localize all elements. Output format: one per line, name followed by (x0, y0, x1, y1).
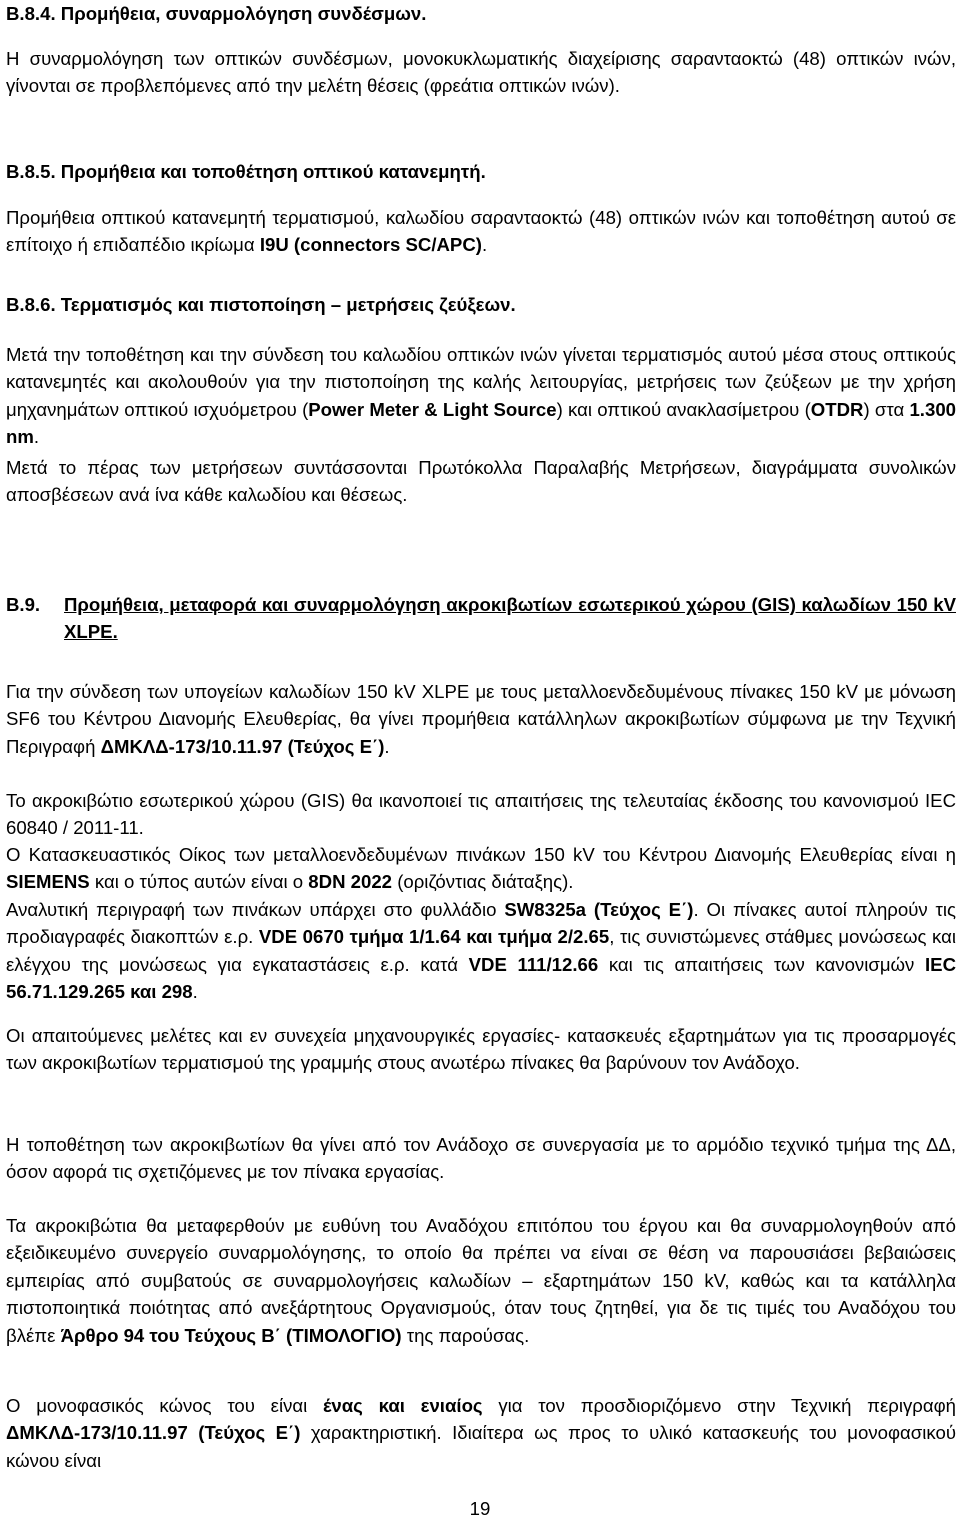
section-number-b9: B.9. (6, 594, 41, 615)
section-title-b9: Προμήθεια, μεταφορά και συναρμολόγηση ακροκιβωτίων εσωτερικού χώρου (GIS) καλωδίων 150 kV XLPE. (64, 594, 956, 643)
b9-paragraph-4: Αναλυτική περιγραφή των πινάκων υπάρχει στο φυλλάδιο SW8325a (Τεύχος Ε΄). Οι πίνακες αυτοί πληρούν τις προδιαγραφές διακοπτών ε.ρ. VDE 0670 τμήμα 1/1.64 και τμήμα 2/2.65, τις συνιστώμενες στάθμες μονώσεως και ελέγχου της μονώσεως για εγκαταστάσεις ε.ρ. κατά VDE 111/12.66 και τις απαιτήσεις των κανονισμών IEC 56.71.129.265 και 298. (6, 899, 956, 1003)
section-heading-b86: B.8.6. Τερματισμός και πιστοποίηση – μετρήσεις ζεύξεων. (6, 294, 516, 315)
page-number: 19 (469, 1498, 491, 1519)
section-body-b86-p1: Μετά την τοποθέτηση και την σύνδεση του καλωδίου οπτικών ινών γίνεται τερματισμός αυτού μέσα στους οπτικούς κατανεμητές και ακολουθούν για την πιστοποίηση της καλής λειτουργίας, μετρήσεις των ζεύξεων με την χρήση μηχανημάτων οπτικού ισχυόμετρου (Power Meter & Light Source) και οπτικού ανακλασίμετρου (OTDR) στα 1.300 nm. (6, 344, 956, 448)
section-body-b85: Προμήθεια οπτικού κατανεμητή τερματισμού, καλωδίου σαρανταοκτώ (48) οπτικών ινών και τοποθέτηση αυτού σε επίτοιχο ή επιδαπέδιο ικρίωμα I9U (connectors SC/APC). (6, 207, 956, 256)
b9-paragraph-2: Το ακροκιβώτιο εσωτερικού χώρου (GIS) θα ικανοποιεί τις απαιτήσεις της τελευταίας έκδοσης του κανονισμού IEC 60840 / 2011-11. (6, 790, 956, 839)
b9-paragraph-5: Οι απαιτούμενες μελέτες και εν συνεχεία μηχανουργικές εργασίες- κατασκευές εξαρτημάτων για τις προσαρμογές των ακροκιβωτίων τερματισμού της γραμμής στους ανωτέρω πίνακες θα βαρύνουν τον Ανάδοχο. (6, 1025, 956, 1074)
b9-paragraph-1: Για την σύνδεση των υπογείων καλωδίων 150 kV XLPE με τους μεταλλοενδεδυμένους πίνακες 150 kV με μόνωση SF6 του Κέντρου Διανομής Ελευθερίας, θα γίνει προμήθεια κατάλληλων ακροκιβωτίων σύμφωνα με την Τεχνική Περιγραφή ΔΜΚΛΔ-173/10.11.97 (Τεύχος Ε΄). (6, 681, 956, 757)
section-heading-b85: B.8.5. Προμήθεια και τοποθέτηση οπτικού κατανεμητή. (6, 161, 486, 182)
b9-paragraph-8: Ο μονοφασικός κώνος του είναι ένας και ενιαίος για τον προσδιοριζόμενο στην Τεχνική περιγραφή ΔΜΚΛΔ-173/10.11.97 (Τεύχος Ε΄) χαρακτηριστική. Ιδιαίτερα ως προς το υλικό κατασκευής του μονοφασικού κώνου είναι (6, 1395, 956, 1471)
b9-paragraph-3: Ο Κατασκευαστικός Οίκος των μεταλλοενδεδυμένων πινάκων 150 kV του Κέντρου Διανομής Ελευθερίας είναι η SIEMENS και ο τύπος αυτών είναι ο 8DN 2022 (οριζόντιας διάταξης). (6, 844, 956, 893)
section-body-b86-p2: Μετά το πέρας των μετρήσεων συντάσσονται Πρωτόκολλα Παραλαβής Μετρήσεων, διαγράμματα συνολικών αποσβέσεων ανά ίνα κάθε καλωδίου και θέσεως. (6, 457, 956, 506)
section-body-b84: Η συναρμολόγηση των οπτικών συνδέσμων, μονοκυκλωματικής διαχείρισης σαρανταοκτώ (48) οπτικών ινών, γίνονται σε προβλεπόμενες από την μελέτη θέσεις (φρεάτια οπτικών ινών). (6, 48, 956, 97)
section-heading-b84: B.8.4. Προμήθεια, συναρμολόγηση συνδέσμων. (6, 3, 427, 24)
section-heading-b9 (6, 591, 956, 646)
b9-paragraph-7: Τα ακροκιβώτια θα μεταφερθούν με ευθύνη του Αναδόχου επιτόπου του έργου και θα συναρμολογηθούν από εξειδικευμένο συνεργείο συναρμολόγησης, το οποίο θα πρέπει να είναι σε θέση να παρουσιάσει βεβαιώσεις εμπειρίας από συμβατούς σε συναρμολογήσεις καλωδίων – εξαρτημάτων 150 kV, καθώς και τα κατάλληλα πιστοποιητικά ποιότητας από ανεξάρτητους Οργανισμούς, όταν τους ζητηθεί, για δε τις τιμές του Αναδόχου του βλέπε Άρθρο 94 του Τεύχους Β΄ (ΤΙΜΟΛΟΓΙΟ) της παρούσας. (6, 1215, 956, 1346)
b9-paragraph-6: Η τοποθέτηση των ακροκιβωτίων θα γίνει από τον Ανάδοχο σε συνεργασία με το αρμόδιο τεχνικό τμήμα της ΔΔ, όσον αφορά τις σχετιζόμενες με τον πίνακα εργασίας. (6, 1134, 956, 1183)
